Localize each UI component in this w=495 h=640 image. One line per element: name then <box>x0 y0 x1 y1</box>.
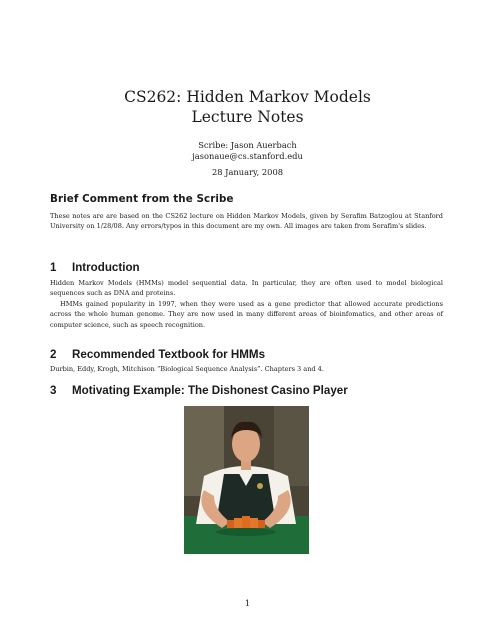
section-heading-introduction <box>50 261 140 274</box>
intro-paragraph-1: Hidden Markov Models (HMMs) model sequential data. In particular, they are often used to model biological sequences such as DNA and proteins. <box>50 279 443 298</box>
scribe-email: jasonaue@cs.stanford.edu <box>192 151 303 161</box>
section-title: Recommended Textbook for HMMs <box>72 348 266 361</box>
section-title: Introduction <box>72 261 140 274</box>
page-number: 1 <box>244 598 251 608</box>
section-number: 3 <box>50 384 57 397</box>
comment-heading: Brief Comment from the Scribe <box>50 193 234 205</box>
intro-paragraph-2: HMMs gained popularity in 1997, when they were used as a gene predictor that allowed accurate predictions across the whole human genome. They are now used in many different areas of bioinfomatics, and other areas of computer science, such as speech recognition. <box>50 300 443 329</box>
section-number: 1 <box>50 261 57 274</box>
comment-paragraph: These notes are are based on the CS262 lecture on Hidden Markov Models, given by Serafim Batzoglou at Stanford University on 1/28/08. Any errors/typos in this document are my own. All images are taken from Serafim's slides. <box>50 212 443 231</box>
document-date: 28 January, 2008 <box>211 167 284 177</box>
casino-player-photo <box>184 406 309 554</box>
document-title: CS262: Hidden Markov Models <box>124 88 371 106</box>
section-heading-casino <box>50 384 348 397</box>
casino-player-illustration <box>184 406 309 554</box>
textbook-paragraph: Durbin, Eddy, Krogh, Mitchison “Biological Sequence Analysis”. Chapters 3 and 4. <box>50 365 324 373</box>
section-heading-textbook <box>50 348 265 361</box>
section-title: Motivating Example: The Dishonest Casino Player <box>72 384 348 397</box>
document-subtitle: Lecture Notes <box>191 108 304 126</box>
scribe-name: Scribe: Jason Auerbach <box>198 140 297 150</box>
section-number: 2 <box>50 348 57 361</box>
